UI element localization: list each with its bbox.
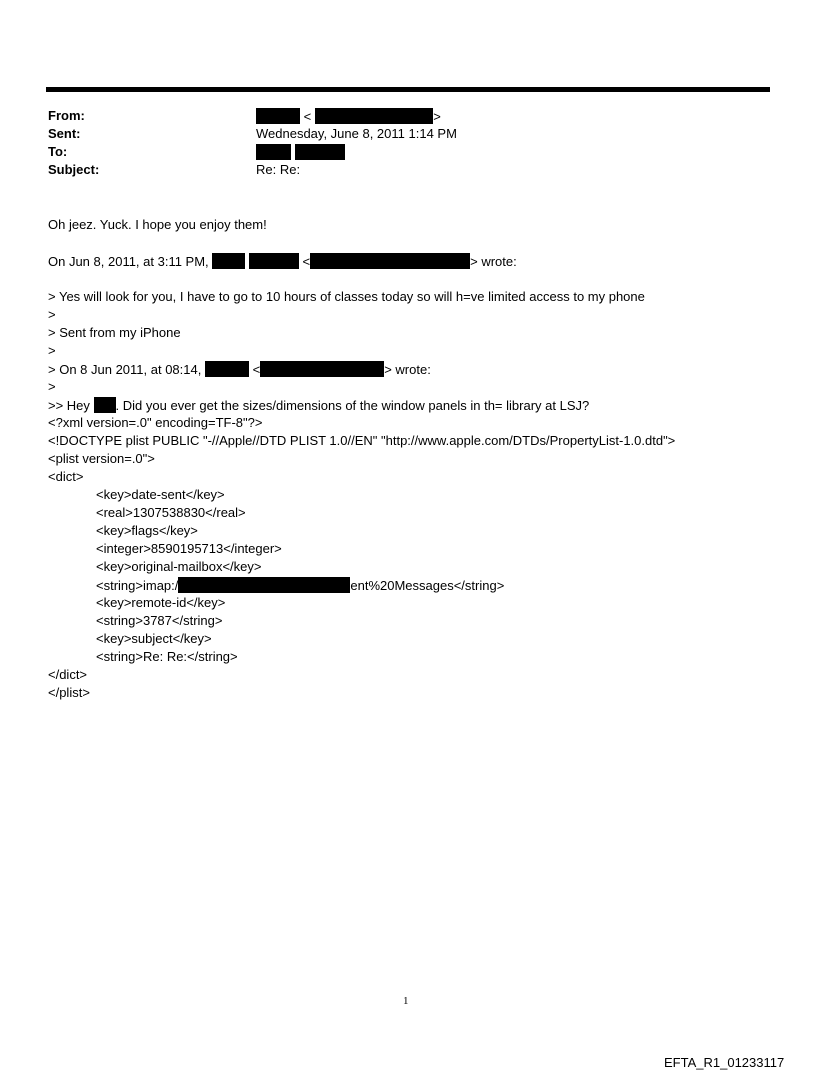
xml-line: </plist> [48, 685, 90, 700]
redaction [310, 253, 470, 269]
from-lt: < [303, 109, 312, 124]
xml-line: <dict> [48, 469, 84, 484]
sent-label: Sent: [48, 126, 81, 141]
redaction [295, 144, 345, 160]
redaction [315, 108, 433, 124]
body-line: Oh jeez. Yuck. I hope you enjoy them! [48, 217, 267, 232]
xml-line: <key>date-sent</key> [96, 487, 225, 502]
redaction [249, 253, 299, 269]
xml-line: </dict> [48, 667, 88, 682]
xml-line: <?xml version=.0" encoding=TF-8"?> [48, 415, 263, 430]
quoted-line: > Yes will look for you, I have to go to 10 hours of classes today so will h=ve limited access to my phone [48, 289, 645, 304]
from-label: From: [48, 108, 85, 123]
quoted-line: > [48, 379, 56, 394]
quoted-line: > [48, 307, 56, 322]
xml-line: <key>subject</key> [96, 631, 212, 646]
xml-line: <!DOCTYPE plist PUBLIC "-//Apple//DTD PLIST 1.0//EN" "http://www.apple.com/DTDs/PropertyList-1.0.dtd"> [48, 433, 676, 448]
redaction [256, 144, 291, 160]
xml-line: <string>Re: Re:</string> [96, 649, 238, 664]
xml-line: <string>imap:/ ent%20Messages</string> [96, 578, 505, 593]
xml-line: <string>3787</string> [96, 613, 223, 628]
redaction [256, 108, 300, 124]
page-number: 1 [403, 995, 409, 1007]
to-label: To: [48, 144, 68, 159]
redaction [205, 361, 249, 377]
bates-number: EFTA_R1_01233117 [664, 1055, 785, 1070]
quoted-line: > Sent from my iPhone [48, 325, 181, 340]
xml-line: <key>original-mailbox</key> [96, 559, 262, 574]
redaction [212, 253, 245, 269]
quoted-attribution: > On 8 Jun 2011, at 08:14, < > wrote: [48, 362, 431, 377]
redaction [178, 577, 350, 593]
to-value [256, 144, 345, 161]
quote-attribution: On Jun 8, 2011, at 3:11 PM, < > wrote: [48, 254, 517, 269]
sent-value: Wednesday, June 8, 2011 1:14 PM [256, 126, 457, 141]
header-rule [46, 87, 770, 92]
redaction [260, 361, 384, 377]
xml-line: <plist version=.0"> [48, 451, 155, 466]
xml-line: <key>flags</key> [96, 523, 198, 538]
xml-line: <real>1307538830</real> [96, 505, 246, 520]
xml-line: <integer>8590195713</integer> [96, 541, 282, 556]
xml-line: <key>remote-id</key> [96, 595, 226, 610]
subject-label: Subject: [48, 162, 100, 177]
from-value [256, 108, 441, 125]
quoted-line: >> Hey . Did you ever get the sizes/dimensions of the window panels in th= library at LSJ? [48, 398, 590, 413]
subject-value: Re: Re: [256, 162, 301, 177]
redaction [94, 397, 116, 413]
quoted-line: > [48, 343, 56, 358]
from-gt: > [433, 109, 441, 124]
